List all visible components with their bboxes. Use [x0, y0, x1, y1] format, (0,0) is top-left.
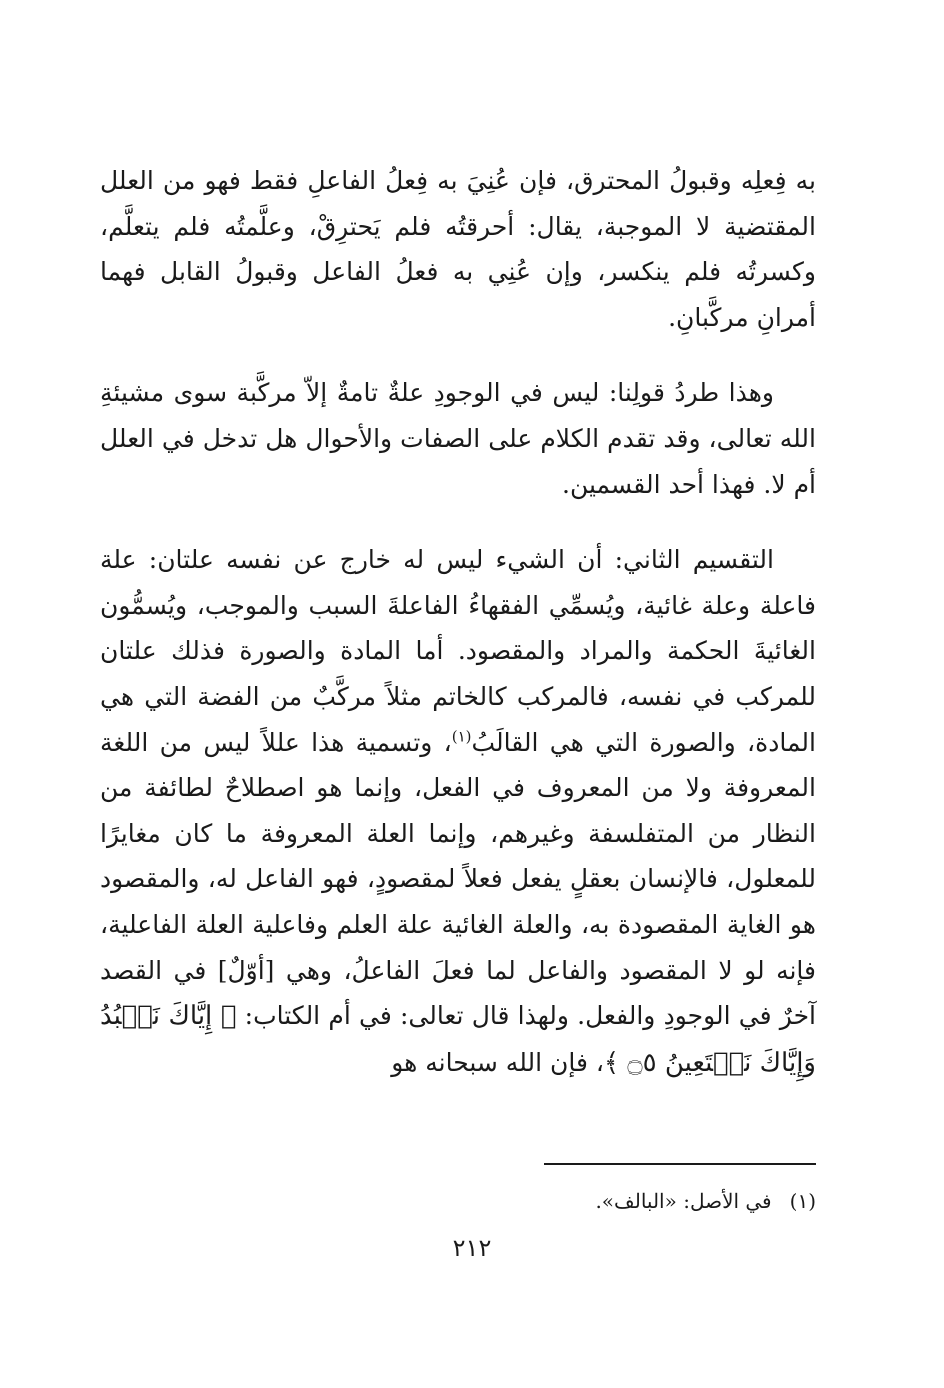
paragraph-2: وهذا طردُ قولِنا: ليس في الوجودِ علةٌ تامةٌ إلاّ مركَّبة سوى مشيئةِ الله تعالى، وقد تقدم الكلام على الصفات والأحوال هل تدخل في العلل أم لا. فهذا أحد القسمين. — [100, 378, 816, 499]
page-number: ٢١٢ — [452, 1234, 492, 1262]
paragraph-3 — [100, 537, 816, 1086]
footnote-reference: (١) — [451, 727, 472, 746]
paragraph-gap — [100, 507, 816, 537]
paragraph-1: به فِعلِه وقبولُ المحترق، فإن عُنِيَ به فِعلُ الفاعلِ فقط فهو من العلل المقتضية لا الموجبة، يقال: أحرقتُه فلم يَحترِقْ، وعلَّمتُه فلم يتعلَّم، وكسرتُه فلم ينكسر، وإن عُنِي به فعلُ الفاعل وقبولُ القابل فهما أمرانِ مركَّبانِ. — [100, 166, 816, 332]
footnote-text: في الأصل: «البالف». — [595, 1189, 772, 1213]
paragraph-3-part-c: ، فإن الله سبحانه هو — [391, 1047, 604, 1077]
paragraph-gap — [100, 340, 816, 370]
footnote-divider — [544, 1163, 816, 1165]
footnote — [216, 1186, 816, 1216]
main-text — [100, 158, 816, 1086]
paragraph-3-part-b: ، وتسمية هذا عللاً ليس من اللغة المعروفة ولا من المعروف في الفعل، وإنما هو اصطلاحٌ لطائفة من النظار من المتفلسفة وغيرهم، وإنما العلة المعروفة ما كان مغايرًا للمعلول، فالإنسان بعقلٍ يفعل فعلاً لمقصودٍ، فهو الفاعل له، والمقصود هو الغاية المقصودة به، والعلة الغائية علة العلم وفاعلية العلة الفاعلية، فإنه لو لا المقصود والفاعل لما فعلَ الفاعلُ، وهي [أوّلٌ] في القصد آخرٌ في الوجودِ والفعل. ولهذا قال تعالى: في أم الكتاب: — [100, 727, 816, 1031]
paragraph-3-part-a: التقسيم الثاني: أن الشيء ليس له خارج عن نفسه علتان: علة فاعلة وعلة غائية، ويُسمِّي الفقهاءُ الفاعلةَ السبب والموجب، ويُسمُّون الغائيةَ الحكمة والمراد والمقصود. أما المادة والصورة فذلك علتان للمركب في نفسه، فالمركب كالخاتم مثلاً مركَّبٌ من الفضة التي هي المادة، والصورة التي هي القالَبُ — [100, 545, 816, 757]
quran-verse: ﴿ إِيَّاكَ نَعۡبُدُ وَإِيَّاكَ نَسۡتَعِينُ ۝٥ ﴾ — [100, 1001, 816, 1078]
footnote-number: (١) — [789, 1189, 816, 1213]
